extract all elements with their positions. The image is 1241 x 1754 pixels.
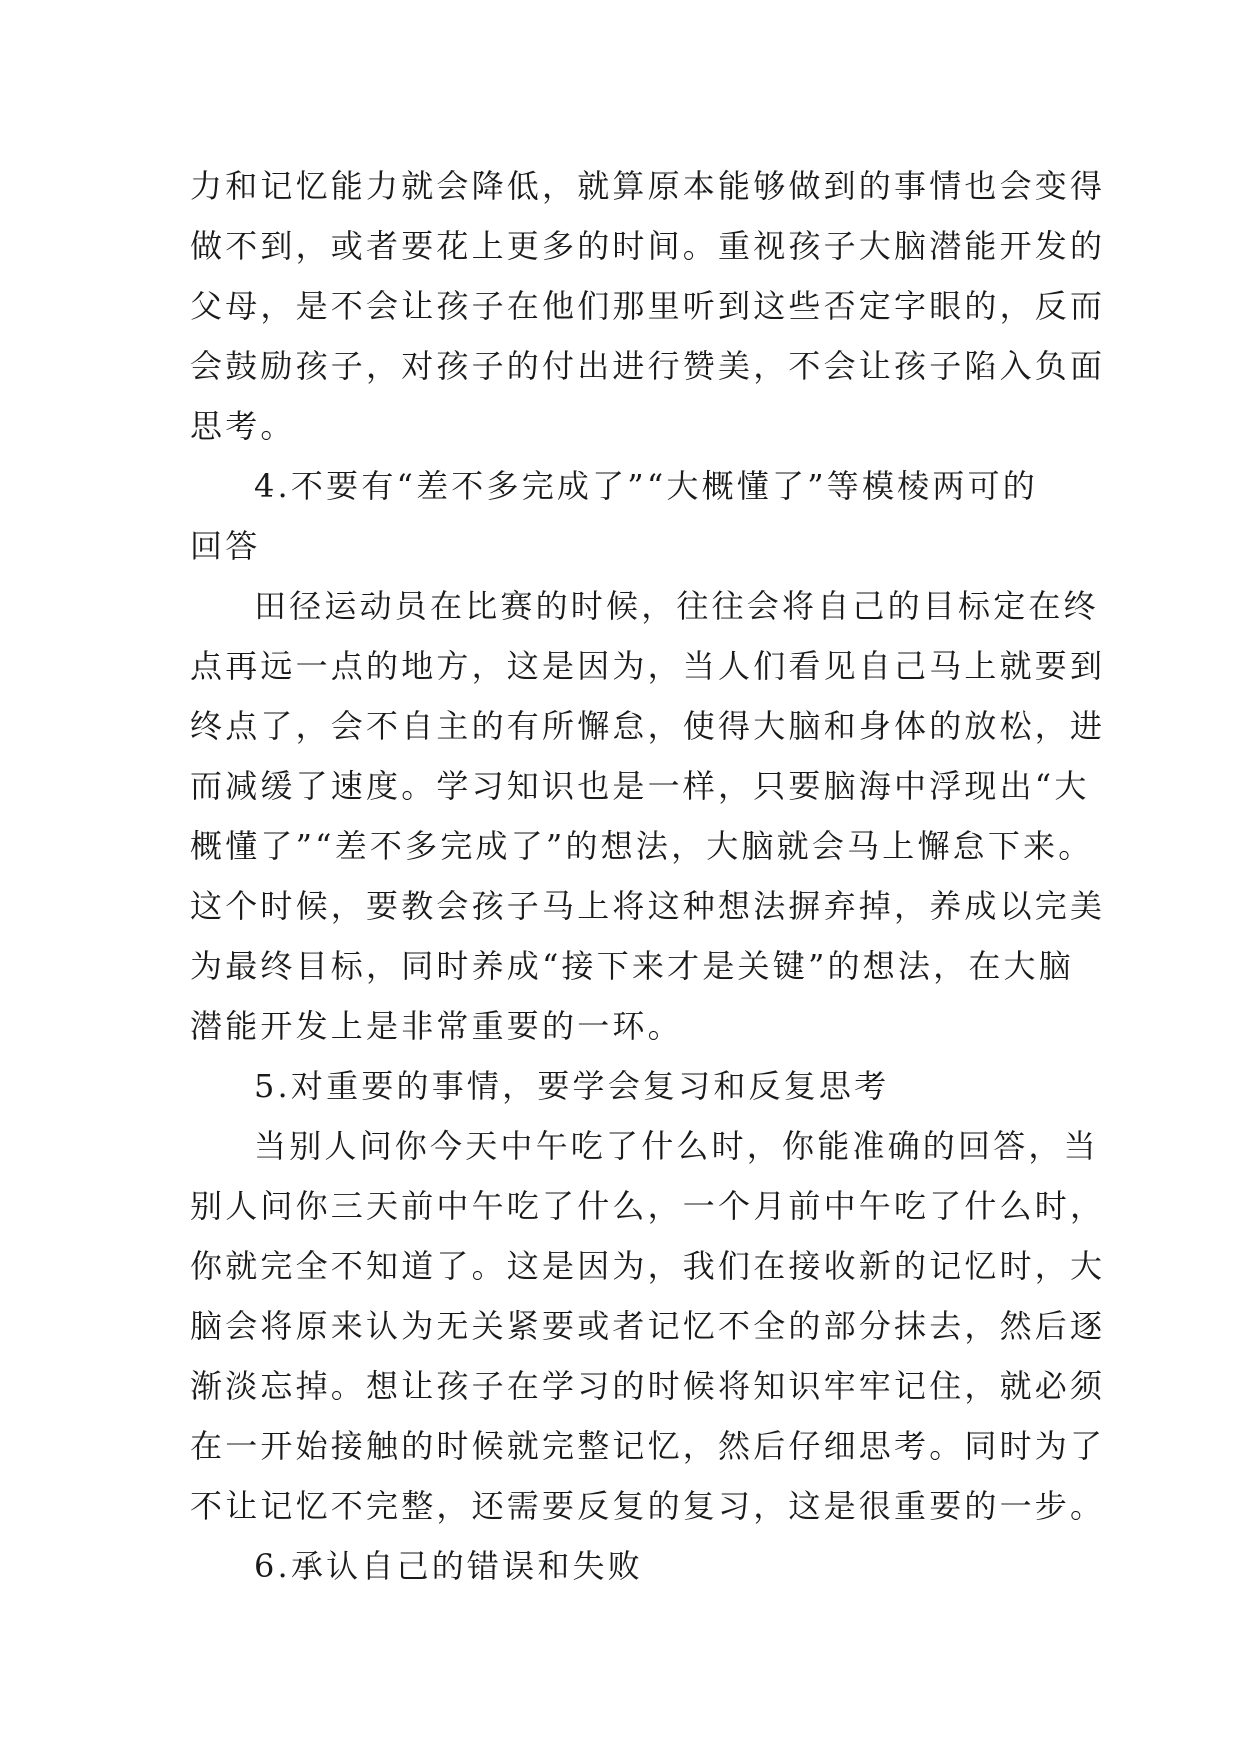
text-line: 5.对重要的事情，要学会复习和反复思考 [254, 1067, 890, 1105]
paragraph-section-4 [190, 576, 1106, 1056]
text-line: 你就完全不知道了。这是因为，我们在接收新的记忆时，大 [190, 1247, 1106, 1285]
text-line: 田径运动员在比赛的时候，往往会将自己的目标定在终 [254, 587, 1099, 625]
section-heading-4 [190, 456, 1070, 576]
paragraph-continuation [190, 156, 1106, 456]
text-line: 做不到，或者要花上更多的时间。重视孩子大脑潜能开发的 [190, 227, 1106, 265]
document-body [190, 156, 1106, 1596]
text-line: 在一开始接触的时候就完整记忆，然后仔细思考。同时为了 [190, 1427, 1106, 1465]
text-line: 思考。 [190, 407, 296, 445]
text-line: 为最终目标，同时养成“接下来才是关键”的想法，在大脑 [190, 947, 1074, 985]
text-line: 回答 [190, 527, 261, 565]
text-line: 4.不要有“差不多完成了”“大概懂了”等模棱两可的 [254, 467, 1038, 505]
section-heading-5 [190, 1056, 1070, 1116]
text-line: 概懂了”“差不多完成了”的想法，大脑就会马上懈怠下来。 [190, 827, 1094, 865]
paragraph-section-5 [190, 1116, 1106, 1536]
section-heading-6 [190, 1536, 1070, 1596]
text-line: 当别人问你今天中午吃了什么时，你能准确的回答，当 [254, 1127, 1099, 1165]
text-line: 不让记忆不完整，还需要反复的复习，这是很重要的一步。 [190, 1487, 1106, 1525]
text-line: 终点了，会不自主的有所懈怠，使得大脑和身体的放松，进 [190, 707, 1106, 745]
text-line: 点再远一点的地方，这是因为，当人们看见自己马上就要到 [190, 647, 1106, 685]
text-line: 会鼓励孩子，对孩子的付出进行赞美，不会让孩子陷入负面 [190, 347, 1106, 385]
text-line: 这个时候，要教会孩子马上将这种想法摒弃掉，养成以完美 [190, 887, 1106, 925]
text-line: 渐淡忘掉。想让孩子在学习的时候将知识牢牢记住，就必须 [190, 1367, 1106, 1405]
text-line: 父母，是不会让孩子在他们那里听到这些否定字眼的，反而 [190, 287, 1106, 325]
text-line: 脑会将原来认为无关紧要或者记忆不全的部分抹去，然后逐 [190, 1307, 1106, 1345]
text-line: 潜能开发上是非常重要的一环。 [190, 1007, 683, 1045]
text-line: 6.承认自己的错误和失败 [254, 1547, 643, 1585]
text-line: 别人问你三天前中午吃了什么，一个月前中午吃了什么时， [190, 1187, 1106, 1225]
text-line: 而减缓了速度。学习知识也是一样，只要脑海中浮现出“大 [190, 767, 1090, 805]
text-line: 力和记忆能力就会降低，就算原本能够做到的事情也会变得 [190, 167, 1106, 205]
